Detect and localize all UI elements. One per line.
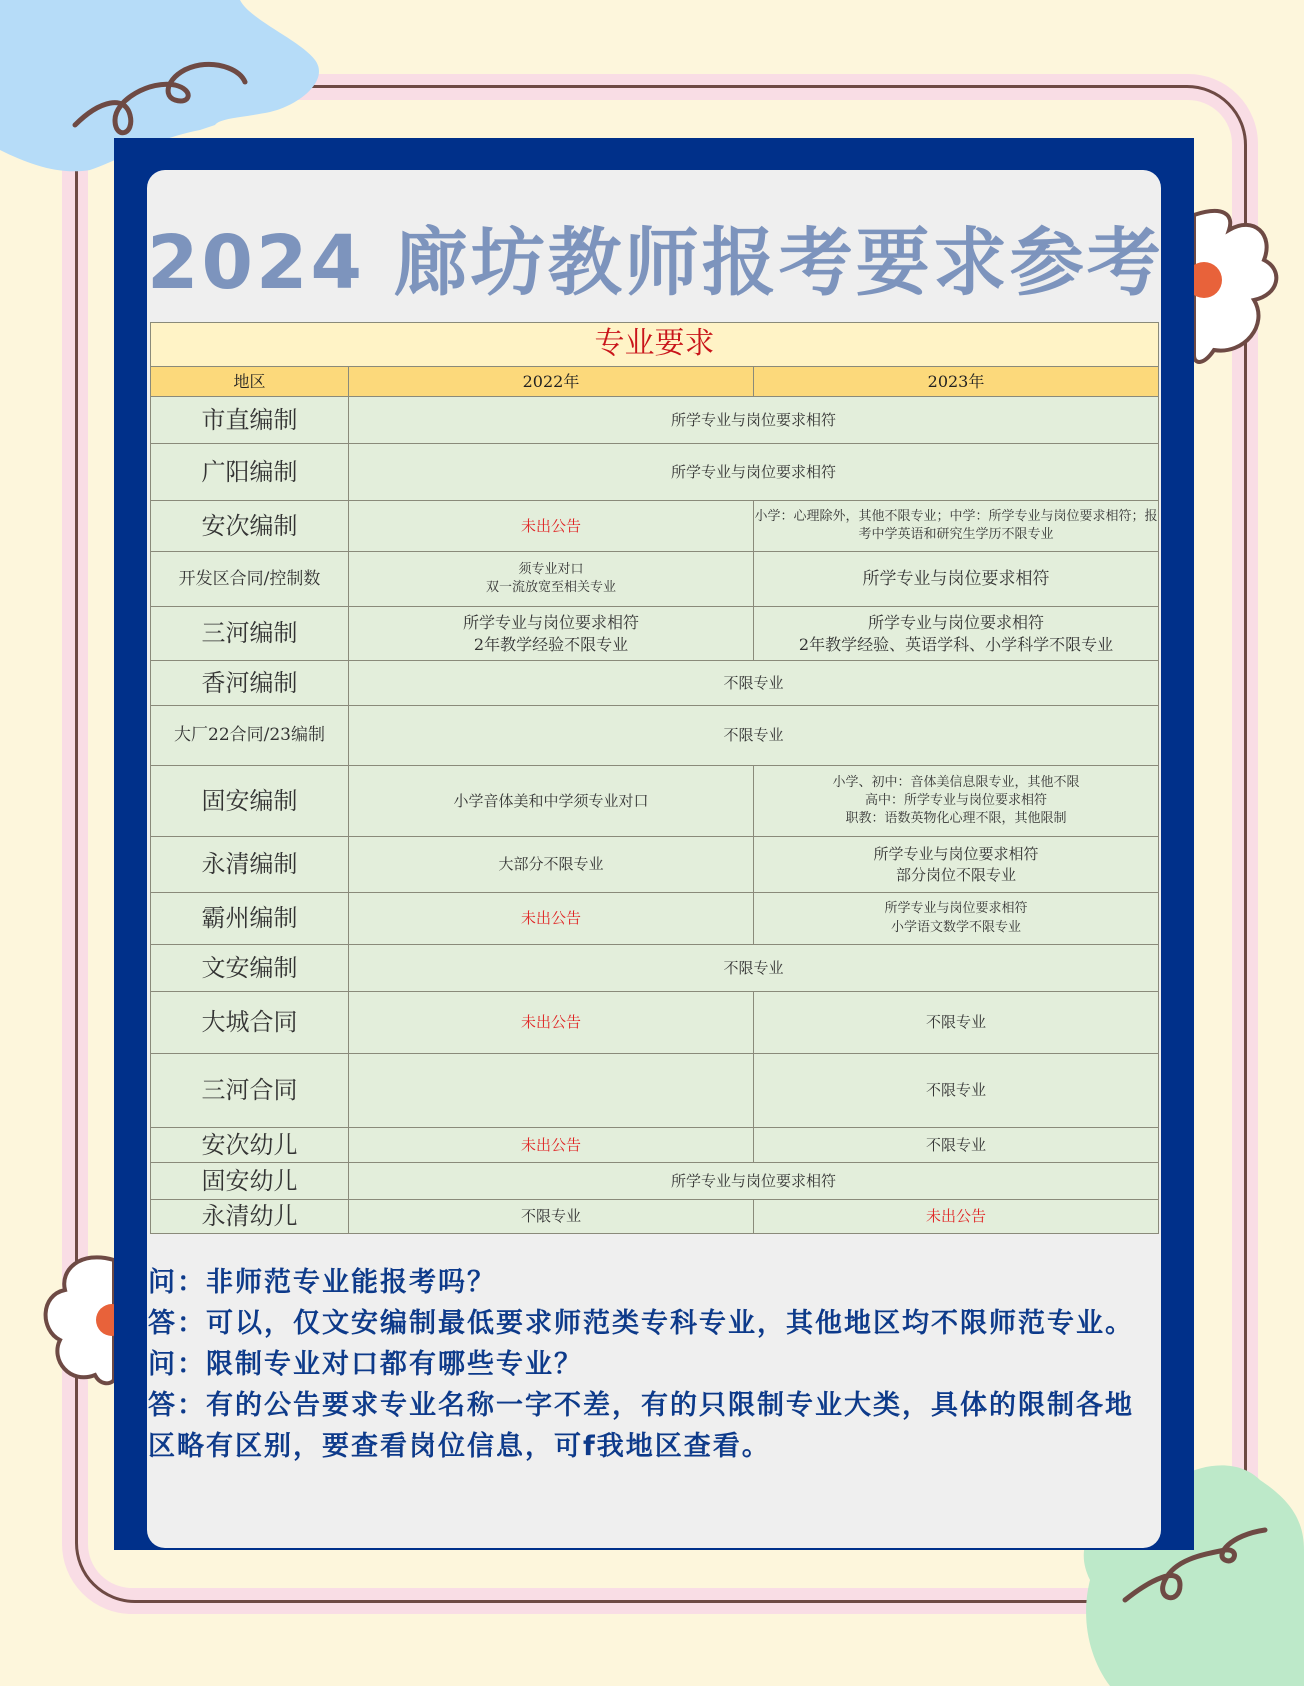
region-cell: 安次幼儿 (151, 1128, 349, 1163)
cell-2022: 小学音体美和中学须专业对口 (349, 766, 754, 837)
table-row (151, 501, 1159, 552)
cell-line: 所学专业与岗位要求相符 (884, 901, 1028, 917)
major-requirements-table (150, 322, 1159, 1234)
table-row (151, 397, 1159, 444)
cell-line: 部分岗位不限专业 (896, 865, 1017, 884)
cell-2023: 不限专业 (754, 992, 1159, 1054)
merged-cell: 所学专业与岗位要求相符 (349, 1163, 1159, 1200)
cell-line: 小学语文数学不限专业 (891, 919, 1022, 935)
cell-line: 2年教学经验、英语学科、小学科学不限专业 (798, 634, 1114, 654)
merged-cell: 不限专业 (349, 945, 1159, 992)
cell-2022 (349, 607, 754, 661)
table-row (151, 444, 1159, 501)
table-row (151, 607, 1159, 661)
table-row (151, 992, 1159, 1054)
table-row (151, 893, 1159, 945)
cell-2023: 所学专业与岗位要求相符 (754, 552, 1159, 607)
cell-line: 须专业对口 (518, 561, 584, 577)
table-row (151, 1163, 1159, 1200)
region-cell: 三河合同 (151, 1054, 349, 1128)
cell-line: 职教：语数英物化心理不限，其他限制 (845, 811, 1067, 827)
faq-question-1: 问：非师范专业能报考吗？ (148, 1267, 496, 1298)
cell-2023 (754, 837, 1159, 893)
region-cell: 永清幼儿 (151, 1200, 349, 1234)
region-cell: 安次编制 (151, 501, 349, 552)
faq-section (148, 1262, 1158, 1467)
table-caption: 专业要求 (151, 323, 1159, 367)
cell-2022: 不限专业 (349, 1200, 754, 1234)
cell-2023: 不限专业 (754, 1128, 1159, 1163)
header-2022: 2022年 (349, 367, 754, 397)
table-row (151, 661, 1159, 706)
region-cell: 固安编制 (151, 766, 349, 837)
cell-line: 2年教学经验不限专业 (473, 634, 629, 654)
cell-2023: 小学：心理除外，其他不限专业；中学：所学专业与岗位要求相符；报考中学英语和研究生学历不限专业 (754, 501, 1159, 552)
cell-2023 (754, 607, 1159, 661)
header-region: 地区 (151, 367, 349, 397)
table-row (151, 706, 1159, 766)
region-cell: 广阳编制 (151, 444, 349, 501)
table-row (151, 1200, 1159, 1234)
faq-question-2: 问：限制专业对口都有哪些专业？ (148, 1349, 583, 1380)
cell-2022: 未出公告 (349, 501, 754, 552)
cell-2022: 未出公告 (349, 992, 754, 1054)
region-cell: 永清编制 (151, 837, 349, 893)
table-caption-row (151, 323, 1159, 367)
cell-line: 所学专业与岗位要求相符 (462, 612, 639, 632)
region-cell: 市直编制 (151, 397, 349, 444)
merged-cell: 不限专业 (349, 706, 1159, 766)
region-cell: 三河编制 (151, 607, 349, 661)
page-title: 2024 廊坊教师报考要求参考 (147, 220, 1164, 306)
cell-line: 高中：所学专业与岗位要求相符 (865, 792, 1048, 808)
cell-2022: 未出公告 (349, 893, 754, 945)
merged-cell: 所学专业与岗位要求相符 (349, 397, 1159, 444)
merged-cell: 不限专业 (349, 661, 1159, 706)
region-cell: 固安幼儿 (151, 1163, 349, 1200)
cell-2022: 未出公告 (349, 1128, 754, 1163)
cell-2022: 大部分不限专业 (349, 837, 754, 893)
cell-line: 所学专业与岗位要求相符 (868, 612, 1045, 632)
table-header-row (151, 367, 1159, 397)
cell-2023: 不限专业 (754, 1054, 1159, 1128)
region-cell: 大厂22合同/23编制 (151, 706, 349, 766)
table-row (151, 766, 1159, 837)
flower-decoration-icon-top-right (1194, 205, 1294, 375)
cell-line: 小学、初中：音体美信息限专业，其他不限 (832, 774, 1080, 790)
header-2023: 2023年 (754, 367, 1159, 397)
region-cell: 开发区合同/控制数 (151, 552, 349, 607)
faq-answer-2: 答：有的公告要求专业名称一字不差，有的只限制专业大类，具体的限制各地区略有区别，要查看岗位信息，可f我地区查看。 (148, 1390, 1134, 1462)
table-row (151, 945, 1159, 992)
table-row (151, 1054, 1159, 1128)
table-row (151, 552, 1159, 607)
cell-line: 双一流放宽至相关专业 (485, 580, 616, 595)
flower-decoration-icon-left (40, 1250, 120, 1390)
region-cell: 文安编制 (151, 945, 349, 992)
merged-cell: 所学专业与岗位要求相符 (349, 444, 1159, 501)
table-row (151, 1128, 1159, 1163)
table-row (151, 837, 1159, 893)
cell-2022 (349, 1054, 754, 1128)
cell-2023 (754, 893, 1159, 945)
region-cell: 大城合同 (151, 992, 349, 1054)
cell-2023 (754, 766, 1159, 837)
cell-line: 所学专业与岗位要求相符 (873, 845, 1039, 864)
region-cell: 香河编制 (151, 661, 349, 706)
cell-2022 (349, 552, 754, 607)
cell-2023: 未出公告 (754, 1200, 1159, 1234)
region-cell: 霸州编制 (151, 893, 349, 945)
faq-answer-1: 答：可以，仅文安编制最低要求师范类专科专业，其他地区均不限师范专业。 (148, 1308, 1134, 1339)
